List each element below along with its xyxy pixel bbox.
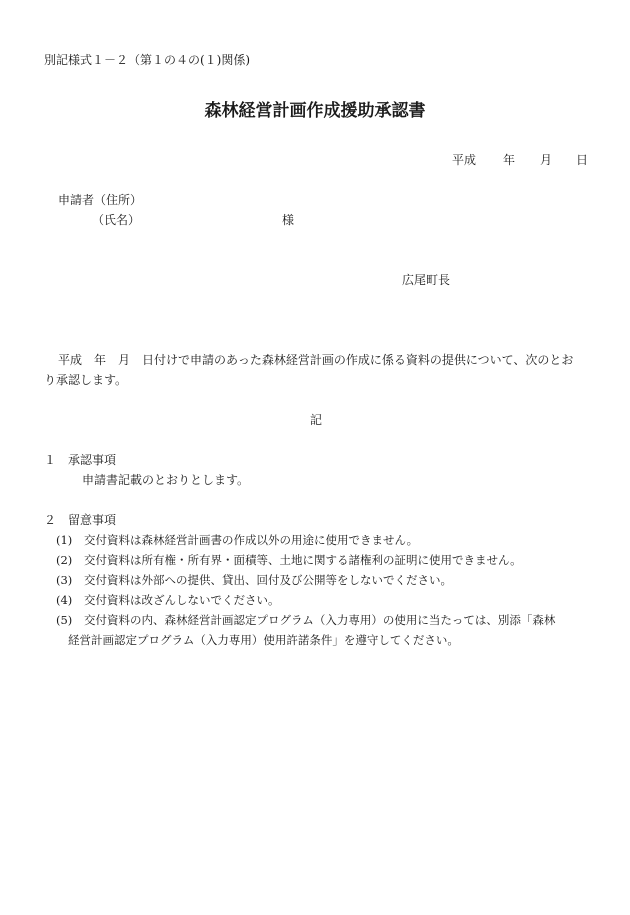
list-item-number: (2) <box>56 553 73 567</box>
list-item-number: (1) <box>56 533 73 547</box>
body-line-2: り承認します。 <box>44 373 128 387</box>
date-era: 平成 <box>452 153 477 167</box>
date-day: 日 <box>576 153 589 167</box>
list-item: 交付資料は改ざんしないでください。 <box>84 593 280 607</box>
list-item-number: (4) <box>56 593 73 607</box>
date-year: 年 <box>503 153 516 167</box>
list-item: 交付資料は森林経営計画書の作成以外の用途に使用できません。 <box>84 533 419 547</box>
list-item-number: (3) <box>56 573 73 587</box>
body-line-1: 平成 年 月 日付けで申請のあった森林経営計画の作成に係る資料の提供について、次のとお <box>58 353 574 367</box>
form-reference: 別記様式１－２（第１の４の(１)関係) <box>44 53 251 67</box>
list-item: 交付資料の内、森林経営計画認定プログラム（入力専用）の使用に当たっては、別添「森林 <box>84 613 556 627</box>
date-month: 月 <box>540 153 553 167</box>
applicant-address-label: 申請者（住所） <box>58 193 143 207</box>
document-title: 森林経営計画作成援助承認書 <box>204 101 426 121</box>
section-1-text: 申請書記載のとおりとします。 <box>82 473 250 487</box>
section-1-heading: １ 承認事項 <box>44 453 117 467</box>
issuer: 広尾町長 <box>402 273 451 287</box>
list-item: 交付資料は所有権・所有界・面積等、土地に関する諸権利の証明に使用できません。 <box>84 553 522 567</box>
list-item-continuation: 経営計画認定プログラム（入力専用）使用許諾条件」を遵守してください。 <box>68 633 459 647</box>
list-item-number: (5) <box>56 613 73 627</box>
list-item: 交付資料は外部への提供、貸出、回付及び公開等をしないでください。 <box>84 573 452 587</box>
applicant-honorific: 様 <box>282 213 295 227</box>
section-2-heading: ２ 留意事項 <box>44 513 117 527</box>
ki-mark: 記 <box>310 413 323 427</box>
applicant-name-label: （氏名） <box>92 213 141 227</box>
